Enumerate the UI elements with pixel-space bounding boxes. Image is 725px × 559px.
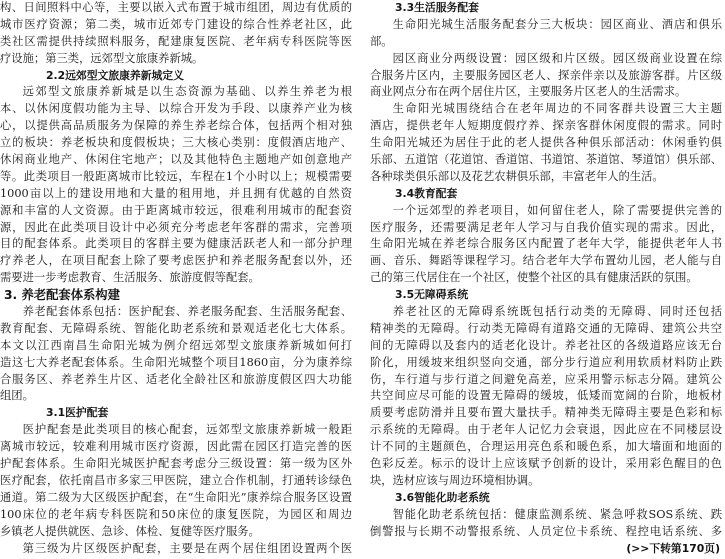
text-line: 智能化助老系统包括：健康监测系统、紧急呼救SOS系统、跌: [392, 507, 722, 521]
text-line: 画、音乐、舞蹈等课程学习。结合老年大学布置幼儿园，老人能与自: [370, 254, 722, 268]
text-line: 己的第三代居住在一个社区，使整个社区的具有健康活跃的氛围。: [370, 271, 698, 285]
text-line: 一个远郊型的养老项目，如何留住老人，除了需要提供完善的: [392, 203, 722, 217]
text-line: 各种球类俱乐部以及花艺农耕俱乐部，丰富老年人的生活。: [370, 169, 664, 183]
paragraph: [370, 51, 722, 102]
right-column: [370, 0, 722, 557]
text-line: 生命阳光城生活服务配套分三大板块：园区商业、酒店和俱乐: [392, 17, 722, 31]
text-line: 间的无障碍以及套内的适老化设计。养老社区的各级道路应该无台: [370, 338, 722, 352]
text-line: 酒店，提供老年人短期度假疗养、探亲客群休闲度假的需求。同时: [370, 119, 722, 133]
text-line: 精神类的无障碍。行动类无障碍有道路交通的无障碍、建筑公共空: [370, 321, 722, 335]
paragraph: [370, 101, 722, 185]
text-line: 医护配套是此类项目的核心配套，远郊型文旅康养新城一般距: [22, 423, 352, 437]
text-line: 源和丰富的人文资源。由于距离城市较远，很难利用城市的配套资: [0, 203, 352, 217]
text-line: 生命阳光城围绕结合在老年周边的不同客群共设置三大主题: [392, 102, 722, 116]
text-line: 心，以提供高品质服务为保障的养生养老综合体，包括两个相对独: [0, 119, 352, 133]
text-line: 合服务区、养老养生片区、适老化全龄社区和旅游度假区四大功能: [0, 372, 352, 386]
paragraph: [0, 304, 352, 405]
continued-on-page-note: (>>下转第170页): [626, 541, 720, 555]
paragraph-continued: [0, 0, 352, 68]
text-line: 养老配套体系包括：医护配套、养老服务配套、生活服务配套、: [22, 305, 352, 319]
text-line: 目的配套体系。此类项目的客群主要为健康活跃老人和一部分护理: [0, 237, 352, 251]
text-line: 等。此类项目一般距离城市比较远，车程在1个小时以上；规模需要: [0, 169, 352, 183]
text-line: 100床位的老年病专科医院和50床位的康复医院，为园区和周边: [0, 507, 352, 521]
text-line: 医疗服务，还需要满足老年人学习与自我价值实现的需求。因此，: [370, 220, 722, 234]
text-line: 通道。第二级为大区级医护配套，在“生命阳光”康养综合服务区设置: [0, 490, 352, 504]
paragraph: [370, 203, 722, 287]
text-line: 合服务片区内，主要服务园区老人、探亲伴亲以及旅游客群。片区级: [370, 68, 722, 82]
paragraph: [0, 84, 352, 287]
paragraph: [0, 422, 352, 540]
paragraph: [370, 304, 722, 490]
text-line: 立的板块：养老板块和度假板块；三大核心类别：度假酒店地产、: [0, 136, 352, 150]
text-line: 生命阳光城还为居住于此的老人提供各种俱乐部活动：休闲垂钓俱: [370, 136, 722, 150]
section-heading-2-2: 2.2远郊型文旅康养新城定义: [46, 68, 184, 82]
text-line: 护配套体系。生命阳光城医护配套考虑分三级设置：第一级为区外: [0, 457, 352, 471]
text-line: 组团。: [0, 389, 34, 403]
text-line: 部。: [370, 34, 393, 48]
paragraph: [370, 17, 722, 51]
text-line: 乡镇老人提供就医、急诊、体检、复健等医疗服务。: [0, 524, 260, 538]
section-heading-3-4: 3.4教育配套: [395, 186, 458, 200]
text-line: 城市医疗资源；第二类，城市近郊专门建设的综合性养老社区，此: [0, 17, 352, 31]
text-line: 质要考虑防滑并且要布置大量扶手。精神类无障碍主要是色彩和标: [370, 406, 722, 420]
text-line: 生命阳光城在养老综合服务区内配置了老年大学，能提供老年人书: [370, 237, 722, 251]
paragraph: [370, 507, 722, 541]
text-line: 示系统的无障碍。由于老年人记忆力会衰退，因此应在不同楼层设: [370, 423, 722, 437]
text-line: 养老社区的无障碍系统既包括行动类的无障碍、同时还包括: [392, 305, 722, 319]
text-line: 阶化，用缓坡来组织竖向交通，部分步行道应利用软质材料防止跌: [370, 355, 722, 369]
text-line: 本、以休闲度假功能为主导、以综合开发为手段、以康养产业为核: [0, 102, 352, 116]
text-line: 商业网点分布在两个居住片区，主要服务片区老人的生活需求。: [370, 85, 687, 99]
text-line: 色彩反差。标示的设计上应该赋予创新的设计，采用彩色醒目的色: [370, 457, 722, 471]
text-line: 伤，车行道与步行道之间避免高差，应采用警示标志分隔。建筑公: [370, 372, 722, 386]
section-heading-3-1: 3.1医护配套: [46, 406, 109, 420]
text-line: 第三级为片区级医护配套，主要是在两个居住组团设置两个医: [22, 541, 352, 555]
text-line: 本文以江西南昌生命阳光城为例介绍远郊型文旅康养新城如何打: [0, 338, 352, 352]
section-heading-3: 3. 养老配套体系构建: [4, 288, 120, 303]
text-line: 计不同的主题颜色，合理运用亮色系和暖色系，加大墙面和地面的: [370, 440, 722, 454]
section-heading-3-5: 3.5无障碍系统: [395, 288, 469, 302]
text-line: 倒警报与长期不动警报系统、人员定位卡系统、程控电话系统、多: [370, 524, 722, 538]
text-line: 远郊型文旅康养新城是以生态资源为基础、以养生养老为根: [22, 85, 352, 99]
text-line: 源，因此在此类项目设计中必须充分考虑老年客群的需求，完善项: [0, 220, 352, 234]
text-line: 医疗配套，依托南昌市多家三甲医院，建立合作机制，打通转诊绿色: [0, 473, 352, 487]
left-column: [0, 0, 352, 557]
paragraph: [0, 541, 352, 558]
text-line: 乐部、五道馆（花道馆、香道馆、书道馆、茶道馆、琴道馆）俱乐部、: [370, 153, 722, 167]
text-line: 1000亩以上的建设用地和大量的租用地，并且拥有优越的自然资: [0, 186, 352, 200]
text-line: 疗设施；第三类，远郊型文旅康养新城。: [0, 51, 204, 65]
text-line: 块，选材应该与周边环境相协调。: [370, 473, 540, 487]
section-heading-3-6: 3.6智能化助老系统: [395, 490, 490, 504]
text-line: 离城市较远，较难利用城市医疗资源，因此需在园区打造完善的医: [0, 440, 352, 454]
text-line: 造这七大养老配套体系。生命阳光城整个项目1860亩，分为康养综: [0, 355, 352, 369]
text-line: 园区商业分两级设置：园区级和片区级。园区级商业设置在综: [392, 51, 722, 65]
text-line: 构、日间照料中心等，主要以嵌入式布置于城市组团，周边有优质的: [0, 1, 352, 14]
text-line: 教育配套、无障碍系统、智能化助老系统和景观适老化七大体系。: [0, 321, 352, 335]
text-line: 需要进一步考虑教育、生活服务、旅游度假等配套。: [0, 271, 260, 285]
text-line: 疗养老人，在项目配套上除了要考虑医护和养老服务配套以外，还: [0, 254, 352, 268]
section-heading-3-3: 3.3生活服务配套: [395, 1, 479, 14]
text-line: 休闲商业地产、休闲住宅地产；以及其他特色主题地产如创意地产: [0, 153, 352, 167]
text-line: 类社区需提供持续照料服务，配建康复医院、老年病专科医院等医: [0, 34, 352, 48]
text-line: 共空间应尽可能的设置无障碍的缓坡，低矮而宽阔的台阶，地板材: [370, 389, 722, 403]
